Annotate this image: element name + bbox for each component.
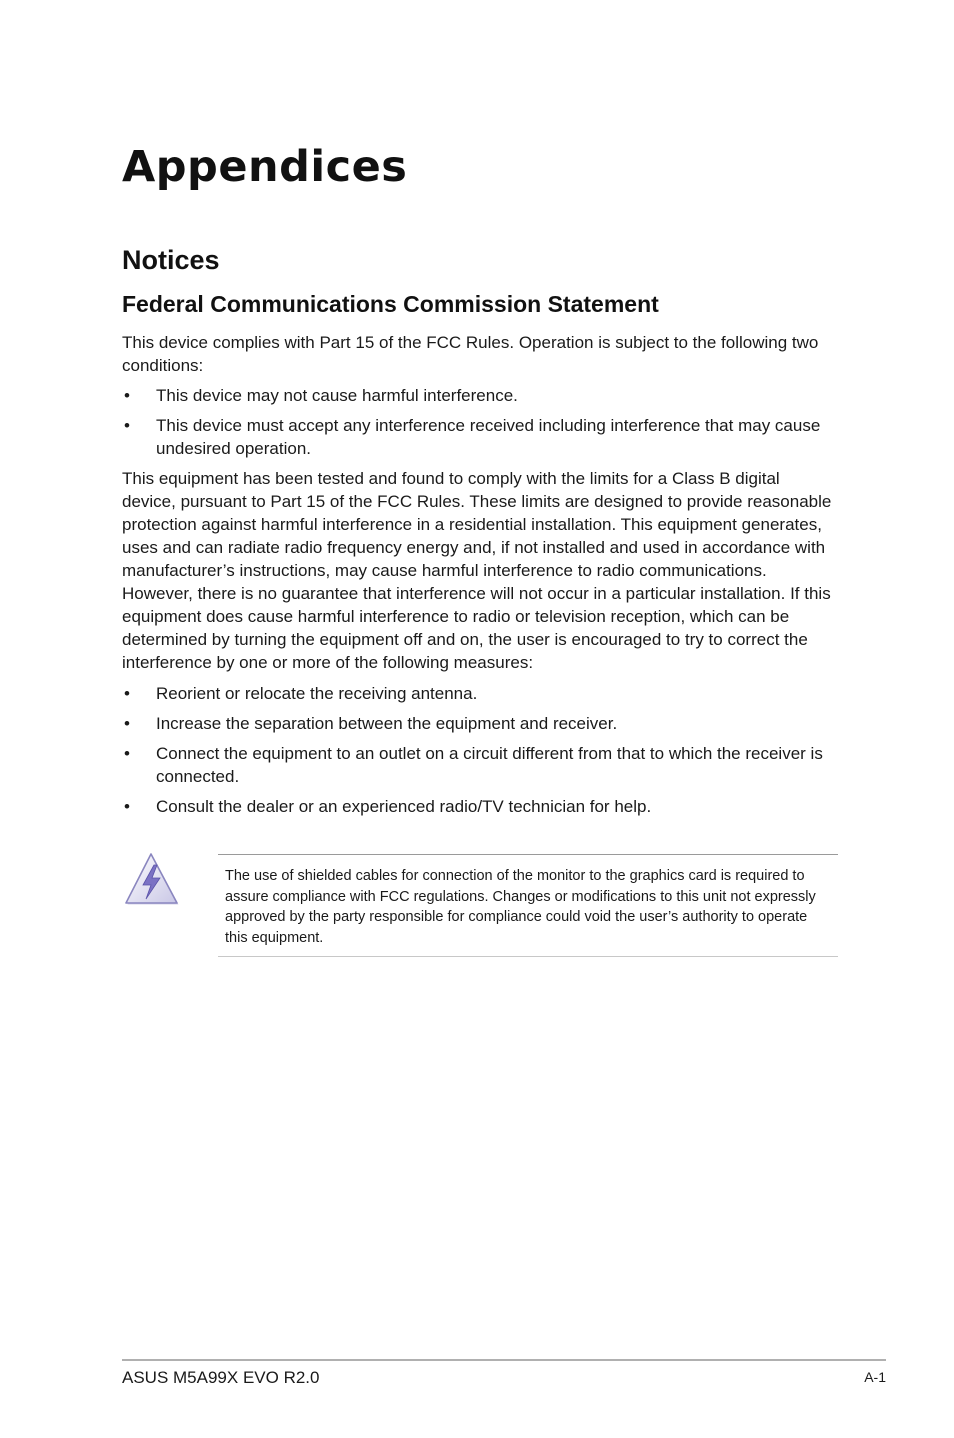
measures-list: [122, 682, 847, 825]
measure-text: Increase the separation between the equipment and receiver.: [156, 714, 618, 733]
warning-lightning-icon: [124, 851, 180, 907]
bullet: •: [124, 797, 130, 816]
section-title: Notices: [122, 245, 220, 275]
conditions-list: [122, 384, 842, 467]
bullet: •: [124, 714, 130, 733]
measure-text: Connect the equipment to an outlet on a circuit different from that to which the receiver is connected.: [156, 744, 823, 786]
bullet: •: [124, 386, 130, 405]
compliance-paragraph: This equipment has been tested and found to comply with the limits for a Class B digital device, pursuant to Part 15 of the FCC Rules. These limits are designed to provide reasonable protection against harmful interference in a residential installation. This equipment generates, uses and can radiate radio frequency energy and, if not installed and used in accordance with manufacturer’s instructions, may cause harmful interference to radio communications. However, there is no guarantee that interference will not occur in a particular installation. If this equipment does cause harmful interference to radio or television reception, which can be determined by turning the equipment off and on, the user is encouraged to try to correct the interference by one or more of the following measures:: [122, 469, 832, 672]
measure-text: Reorient or relocate the receiving antenna.: [156, 684, 478, 703]
condition-text: This device may not cause harmful interference.: [156, 386, 518, 405]
chapter-title: Appendices: [122, 142, 408, 192]
measure-text: Consult the dealer or an experienced radio/TV technician for help.: [156, 797, 652, 816]
intro-paragraph: This device complies with Part 15 of the FCC Rules. Operation is subject to the following two conditions:: [122, 333, 819, 375]
list-item: [122, 795, 847, 818]
footer-divider: [122, 1359, 886, 1361]
condition-text: This device must accept any interference received including interference that may cause undesired operation.: [156, 416, 821, 458]
bullet: •: [124, 684, 130, 703]
list-item: [122, 742, 847, 788]
list-item: [122, 682, 847, 705]
bullet: •: [124, 744, 130, 763]
note-text: The use of shielded cables for connection of the monitor to the graphics card is required to assure compliance with FCC regulations. Changes or modifications to this unit not expressly approved by the party responsible for compliance could void the user’s authority to operate this equipment.: [225, 868, 816, 946]
bullet: •: [124, 416, 130, 435]
list-item: [122, 384, 842, 407]
list-item: [122, 712, 847, 735]
footer-product-name: ASUS M5A99X EVO R2.0: [122, 1368, 320, 1387]
footer-page-number: A-1: [864, 1369, 886, 1385]
note-box: [218, 854, 838, 957]
subsection-title: Federal Communications Commission Statement: [122, 291, 659, 317]
list-item: [122, 414, 842, 460]
